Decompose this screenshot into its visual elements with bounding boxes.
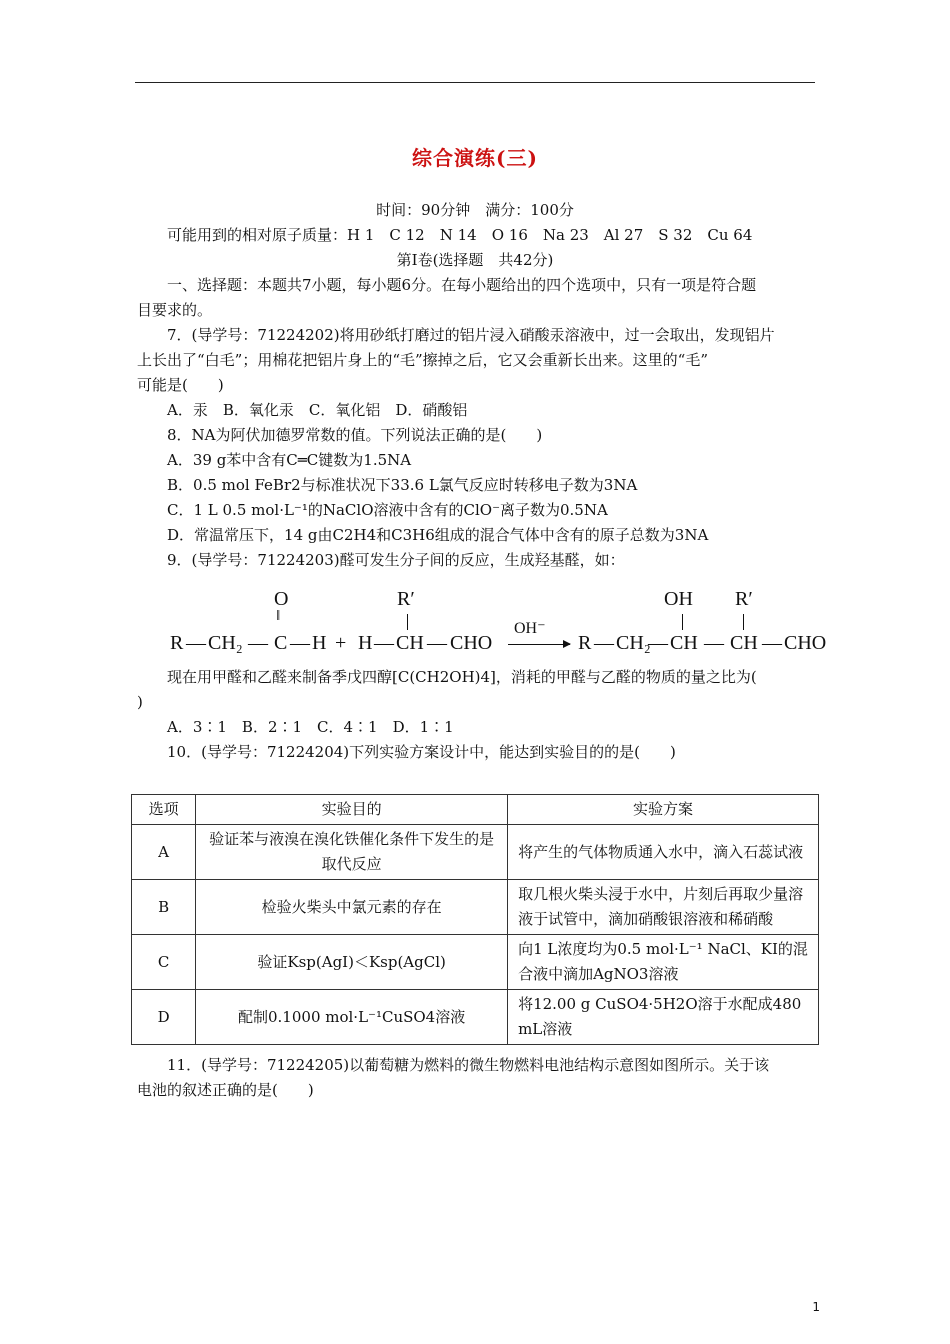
q11-text: 11．(导学号：71224205)以葡萄糖为燃料的微生物燃料电池结构示意图如图所示。关于该 [167, 1056, 770, 1074]
rxn-double-bond: ‖ [276, 608, 281, 624]
rxn-h: H [312, 632, 327, 654]
table-cell-purpose: 配制0.1000 mol·L⁻¹CuSO4溶液 [196, 990, 508, 1045]
rxn-catalyst: OH⁻ [514, 620, 546, 637]
atomic-masses: 可能用到的相对原子质量：H 1 C 12 N 14 O 16 Na 23 Al 27 S 32 Cu 64 [167, 226, 753, 244]
q8-option: B．0.5 mol FeBr2与标准状况下33.6 L氯气反应时转移电子数为3NA [167, 476, 638, 494]
q7-text: 上长出了“白毛”；用棉花把铝片身上的“毛”擦掉之后，它又会重新长出来。这里的“毛” [137, 351, 709, 369]
q11-text: 电池的叙述正确的是( ) [137, 1081, 314, 1099]
table-cell-plan: 将12.00 g CuSO4·5H2O溶于水配成480 mL溶液 [508, 990, 819, 1045]
q9-text: 9．(导学号：71224203)醛可发生分子间的反应，生成羟基醛，如： [167, 551, 625, 569]
q9-text: ) [137, 693, 143, 711]
rxn-ch-product-2: CH [730, 632, 758, 654]
page-number: 1 [812, 1300, 820, 1314]
table-cell-purpose: 验证Ksp(AgI)＜Ksp(AgCl) [196, 935, 508, 990]
q9-options: A．3∶1 B．2∶1 C．4∶1 D．1∶1 [167, 718, 454, 736]
section-intro-line: 一、选择题：本题共7小题，每小题6分。在每小题给出的四个选项中，只有一项是符合题 [167, 276, 757, 294]
table-row [132, 935, 819, 990]
rxn-carbonyl-o: O [274, 588, 289, 610]
q7-text: 可能是( ) [137, 376, 224, 394]
rxn-c: C [274, 632, 288, 654]
q8-text: 8．NA为阿伏加德罗常数的值。下列说法正确的是( ) [167, 426, 543, 444]
table-cell-purpose: 检验火柴头中氯元素的存在 [196, 880, 508, 935]
table-cell-plan: 取几根火柴头浸于水中，片刻后再取少量溶液于试管中，滴加硝酸银溶液和稀硝酸 [508, 880, 819, 935]
table-header-cell: 实验方案 [508, 795, 819, 825]
rxn-oh: OH [664, 588, 693, 610]
q7-text: 7．(导学号：71224202)将用砂纸打磨过的铝片浸入硝酸汞溶液中，过一会取出，发现铝片 [167, 326, 775, 344]
table-cell-option: D [132, 990, 196, 1045]
rxn-ch2: CH₂ [208, 632, 243, 654]
table-cell-purpose: 验证苯与液溴在溴化铁催化条件下发生的是取代反应 [196, 825, 508, 880]
q10-text: 10．(导学号：71224204)下列实验方案设计中，能达到实验目的的是( ) [167, 743, 676, 761]
rxn-rprime-left: R′ [397, 588, 415, 610]
table-row [132, 880, 819, 935]
rxn-cho-product: CHO [784, 632, 827, 654]
aldol-reaction-equation: O ‖ R′ OH R′ OH⁻ R — CH₂ — C — H + H — CH — CHO R — CH₂ — CH — CH — CHO [170, 588, 827, 654]
volume-heading: 第Ⅰ卷(选择题 共42分) [396, 251, 554, 269]
table-cell-option: B [132, 880, 196, 935]
rxn-cho: CHO [450, 632, 493, 654]
page-title: 综合演练(三) [412, 146, 538, 170]
q8-option: A．39 g苯中含有C═C键数为1.5NA [167, 451, 412, 469]
header-rule [135, 82, 815, 83]
experiment-table [131, 794, 819, 1045]
table-header-cell: 实验目的 [196, 795, 508, 825]
rxn-ch2-product: CH₂ [616, 632, 651, 654]
table-cell-plan: 向1 L浓度均为0.5 mol·L⁻¹ NaCl、KI的混合液中滴加AgNO3溶液 [508, 935, 819, 990]
rxn-rprime-right: R′ [735, 588, 753, 610]
rxn-r: R [170, 632, 184, 654]
rxn-plus: + [335, 632, 347, 654]
q9-text: 现在用甲醛和乙醛来制备季戊四醇[C(CH2OH)4]，消耗的甲醛与乙醛的物质的量之比为( [167, 668, 757, 686]
q8-option: C．1 L 0.5 mol·L⁻¹的NaClO溶液中含有的ClO⁻离子数为0.5NA [167, 501, 608, 519]
q7-options: A．汞 B．氧化汞 C．氧化铝 D．硝酸铝 [167, 401, 468, 419]
table-row [132, 990, 819, 1045]
rxn-ch-product-1: CH [670, 632, 698, 654]
table-header-cell: 选项 [132, 795, 196, 825]
rxn-ch: CH [396, 632, 424, 654]
section-intro-line: 目要求的。 [137, 301, 213, 319]
table-cell-option: A [132, 825, 196, 880]
table-header-row [132, 795, 819, 825]
time-line: 时间：90分钟 满分：100分 [376, 201, 574, 219]
rxn-h2: H [358, 632, 373, 654]
rxn-r-product: R [578, 632, 592, 654]
table-cell-plan: 将产生的气体物质通入水中，滴入石蕊试液 [508, 825, 819, 880]
table-row [132, 825, 819, 880]
table-cell-option: C [132, 935, 196, 990]
q8-option: D．常温常压下，14 g由C2H4和C3H6组成的混合气体中含有的原子总数为3NA [167, 526, 709, 544]
